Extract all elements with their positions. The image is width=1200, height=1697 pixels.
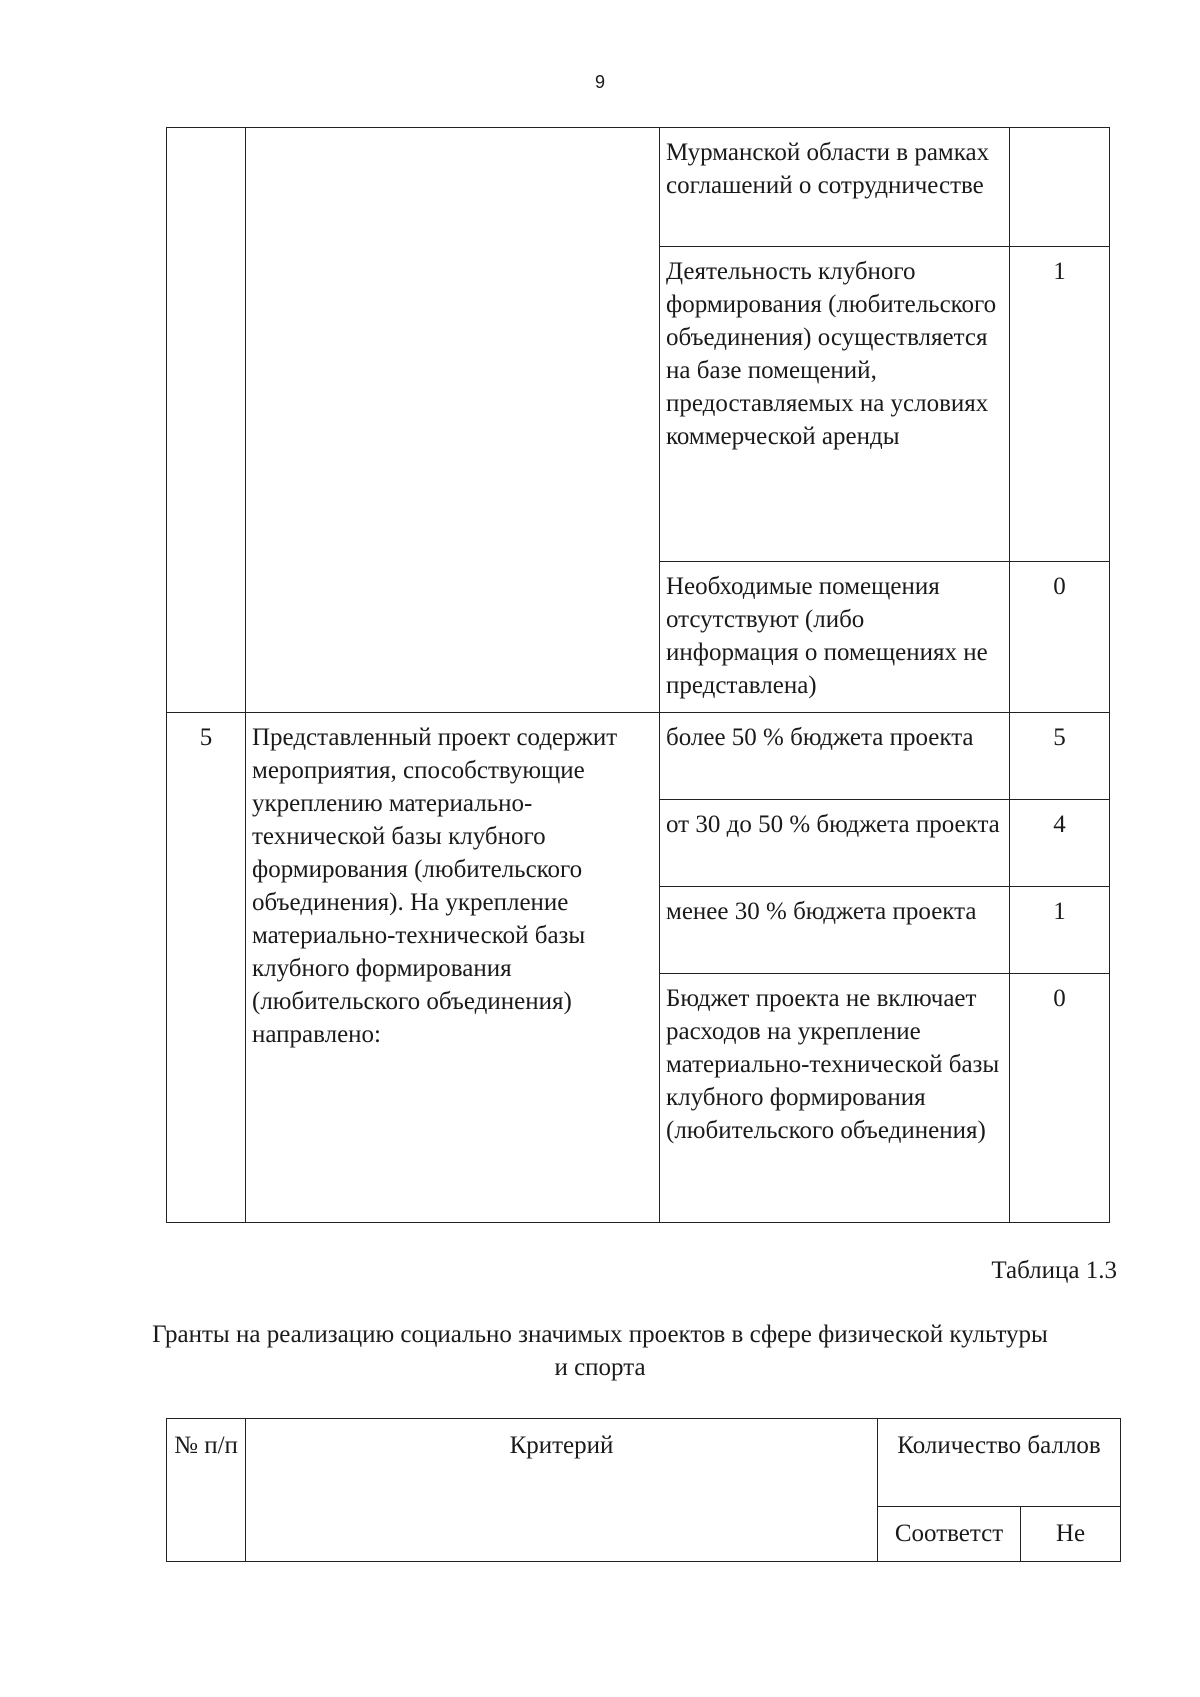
sports-grants-table xyxy=(166,1418,1121,1562)
criterion-cell: менее 30 % бюджета проекта xyxy=(660,887,1010,974)
table-caption: Гранты на реализацию социально значимых проектов в сфере физической культуры и спорта xyxy=(152,1321,1048,1381)
table-label: Таблица 1.3 xyxy=(991,1257,1117,1284)
score-cell: 5 xyxy=(1010,713,1110,800)
header-criterion-cell: Критерий xyxy=(246,1419,878,1562)
score-cell: 1 xyxy=(1010,887,1110,974)
criterion-cell: от 30 до 50 % бюджета проекта xyxy=(660,800,1010,887)
number-cell-empty xyxy=(167,128,246,713)
score-cell xyxy=(1010,128,1110,247)
criterion-cell: Мурманской области в рамках соглашений о сотрудничестве xyxy=(660,128,1010,247)
criterion-cell: Необходимые помещения отсутствуют (либо информация о помещениях не представлена) xyxy=(660,562,1010,713)
header-points-cell: Количество баллов xyxy=(878,1419,1121,1507)
score-cell: 1 xyxy=(1010,247,1110,562)
table-row xyxy=(167,713,1110,800)
header-number-cell: № п/п xyxy=(167,1419,246,1562)
table-row xyxy=(167,128,1110,247)
header-sub-cell: Не xyxy=(1021,1507,1121,1562)
header-sub-cell: Соответст xyxy=(878,1507,1021,1562)
score-cell: 0 xyxy=(1010,974,1110,1223)
page-number: 9 xyxy=(594,72,605,92)
score-cell: 4 xyxy=(1010,800,1110,887)
criterion-cell: более 50 % бюджета проекта xyxy=(660,713,1010,800)
criterion-cell: Деятельность клубного формирования (любительского объединения) осуществляется на базе помещений, предоставляемых на условиях коммерческой аренды xyxy=(660,247,1010,562)
description-cell-empty xyxy=(246,128,660,713)
criteria-table-continued xyxy=(166,127,1110,1223)
item-number-cell: 5 xyxy=(167,713,246,1223)
criterion-cell: Бюджет проекта не включает расходов на укрепление материально-технической базы клубного формирования (любительского объединения) xyxy=(660,974,1010,1223)
score-cell: 0 xyxy=(1010,562,1110,713)
item-description-cell: Представленный проект содержит мероприятия, способствующие укреплению материально-технической базы клубного формирования (любительского объединения). На укрепление материально-технической базы клубного формирования (любительского объединения) направлено: xyxy=(246,713,660,1223)
table-header-row xyxy=(167,1419,1121,1507)
